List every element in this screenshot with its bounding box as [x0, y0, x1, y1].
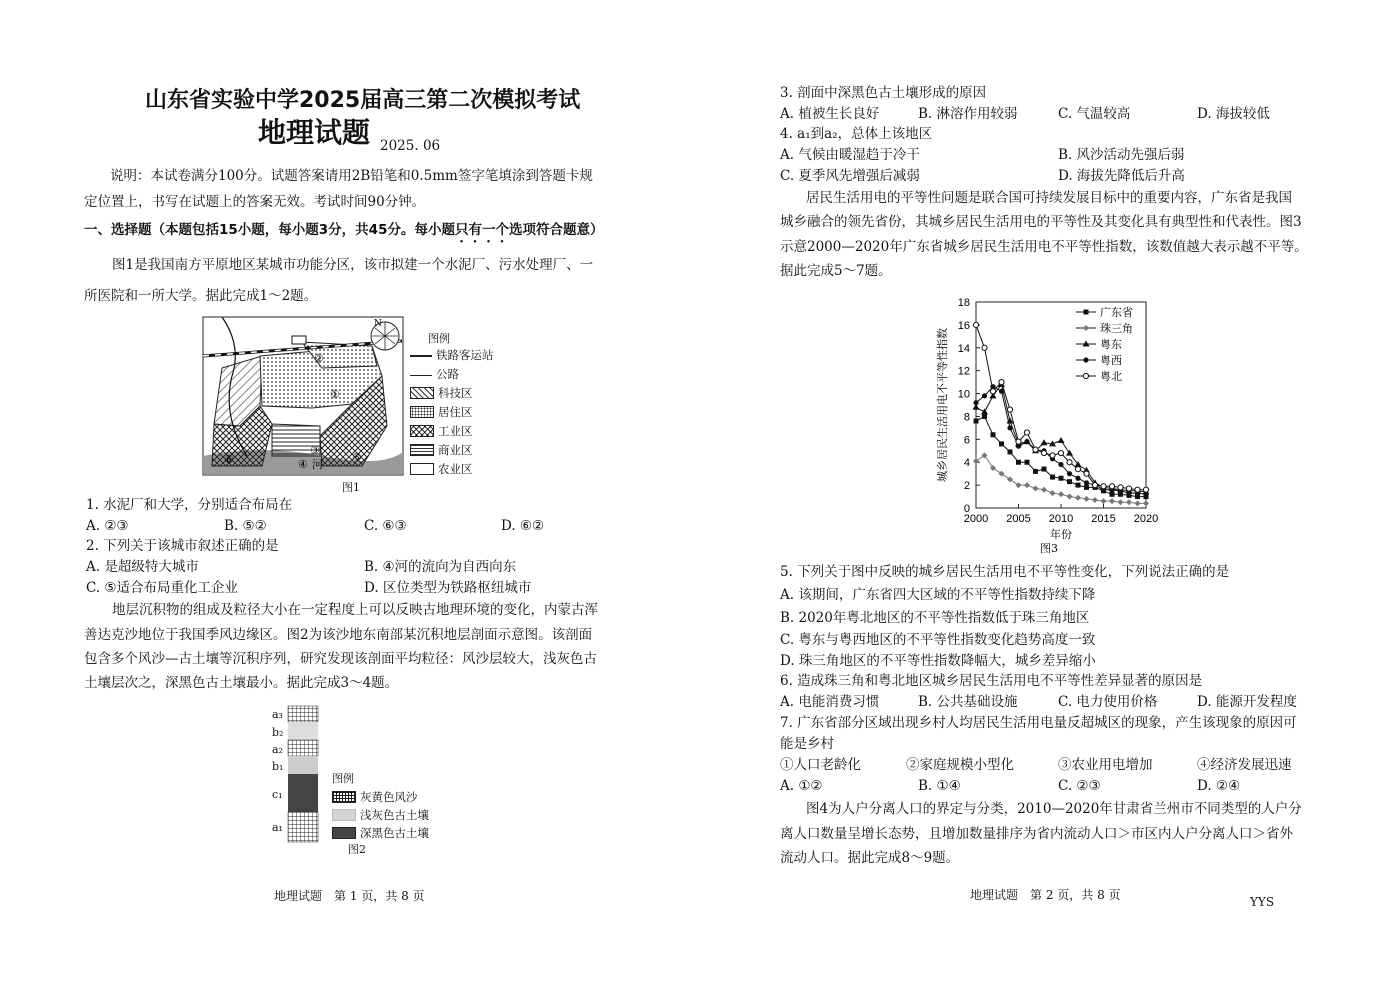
q1-option-b: B. ⑤② — [224, 518, 267, 534]
y-axis-label: 城乡居民生活用电不平等性指数 — [936, 328, 949, 482]
point-square — [1067, 479, 1072, 484]
point-open-circle — [1101, 484, 1106, 489]
railway-station — [292, 336, 306, 344]
section-title-emphasis: 只有一个 — [454, 222, 509, 238]
fig2-legend-light-soil — [332, 807, 429, 823]
intro4-line-1: 图4为人户分离人口的界定与分类，2010—2020年甘肃省兰州市不同类型的人户分 — [806, 801, 1302, 817]
y-tick-label: 18 — [957, 297, 970, 309]
figure-2 — [268, 704, 468, 856]
point-circle — [982, 393, 987, 398]
q5-option-d: D. 珠三角地区的不平等性指数降幅大，城乡差异缩小 — [780, 653, 1096, 669]
q6-stem: 6. 造成珠三角和粤北地区城乡居民生活用电不平等性差异显著的原因是 — [780, 673, 1203, 689]
map-river-label: 河 — [312, 458, 323, 471]
corner-mark: YYS — [1250, 895, 1275, 909]
legend-light-soil-label: 浅灰色古土壤 — [360, 808, 429, 822]
chart-caption: 图3 — [1040, 542, 1058, 555]
fig1-legend-tech — [410, 385, 473, 401]
subject-title: 地理试题 — [258, 116, 371, 149]
point-square — [974, 419, 979, 424]
point-diamond — [982, 452, 988, 458]
point-open-circle — [1083, 373, 1088, 378]
q2-option-d: D. 区位类型为铁路枢纽城市 — [364, 580, 532, 596]
layer-label-a3: a₃ — [272, 708, 283, 721]
intro3-line-3: 示意2000—2020年广东省城乡居民生活用电不平等性指数，该数值越大表示越不平等。 — [780, 239, 1308, 255]
q7-option-a: A. ①② — [780, 778, 823, 794]
intro2-line-2: 善达克沙地位于我国季风边缘区。图2为该沙地东南部某沉积地层剖面示意图。该剖面 — [84, 627, 593, 643]
q6-option-c: C. 电力使用价格 — [1058, 694, 1158, 710]
point-diamond — [1033, 486, 1039, 492]
fig1-legend-agriculture — [410, 461, 473, 477]
point-square — [1016, 460, 1021, 465]
x-tick-label: 2005 — [1006, 513, 1031, 525]
q3-option-b: B. 淋溶作用较弱 — [918, 106, 1018, 122]
intro1-line-1: 图1是我国南方平原地区某城市功能分区，该市拟建一个水泥厂、污水处理厂、一 — [112, 257, 594, 273]
q1-option-c: C. ⑥③ — [364, 518, 407, 534]
q3-option-d: D. 海拔较低 — [1197, 106, 1270, 122]
q7-option-d: D. ②④ — [1197, 778, 1241, 794]
layer-b2 — [288, 722, 318, 740]
layer-a3 — [288, 706, 318, 722]
legend-label: 粤东 — [1100, 338, 1122, 351]
map-label-6: ⑥ — [224, 453, 234, 466]
point-square — [1059, 476, 1064, 481]
q3-option-c: C. 气温较高 — [1058, 106, 1131, 122]
point-triangle — [981, 408, 988, 414]
x-tick-label: 2010 — [1048, 513, 1074, 525]
point-diamond — [1083, 325, 1089, 331]
q7-stem-line-2: 能是乡村 — [780, 736, 834, 752]
intro2-line-3: 包含多个风沙—古土壤等沉积序列，研究发现该剖面平均粒径：风沙层较大，浅灰色古 — [84, 651, 597, 667]
x-tick-label: 2000 — [963, 513, 989, 525]
fig2-caption: 图2 — [348, 843, 366, 856]
point-square — [1008, 449, 1013, 454]
q4-stem: 4. a₁到a₂，总体上该地区 — [780, 126, 933, 142]
section-title — [84, 221, 603, 246]
point-open-circle — [982, 345, 987, 350]
legend-label: 粤西 — [1100, 354, 1122, 367]
y-tick-label: 8 — [963, 411, 970, 424]
layer-label-b1: b₁ — [272, 760, 284, 773]
point-open-circle — [1143, 487, 1148, 492]
legend-label: 广东省 — [1100, 306, 1133, 319]
fig1-legend-industry — [410, 423, 473, 439]
q7-item-3: ③农业用电增加 — [1058, 757, 1153, 773]
y-tick-label: 6 — [963, 434, 970, 447]
point-open-circle — [1118, 485, 1123, 490]
point-circle — [1058, 462, 1063, 467]
point-open-circle — [1092, 483, 1097, 488]
point-open-circle — [1033, 447, 1038, 452]
point-diamond — [1109, 498, 1115, 504]
y-tick-label: 16 — [957, 319, 970, 332]
footer-left: 地理试题 第 1 页，共 8 页 — [274, 889, 425, 903]
point-circle — [1067, 471, 1072, 476]
point-diamond — [999, 471, 1005, 477]
point-triangle — [1066, 450, 1073, 456]
q7-option-b: B. ①④ — [918, 778, 961, 794]
q2-option-c: C. ⑤适合布局重化工企业 — [86, 580, 239, 596]
point-diamond — [990, 465, 996, 471]
map-label-5: ⑤ — [352, 451, 362, 464]
q4-option-a: A. 气候由暖湿趋于冷干 — [780, 147, 920, 163]
point-diamond — [1058, 491, 1064, 497]
point-open-circle — [1084, 471, 1089, 476]
layer-a2 — [288, 740, 318, 756]
fig2-legend-sand — [332, 789, 418, 805]
point-square — [1033, 469, 1038, 474]
intro2-line-4: 土壤层次之，深黑色古土壤最小。据此完成3～4题。 — [84, 675, 399, 691]
q5-stem: 5. 下列关于图中反映的城乡居民生活用电不平等性变化，下列说法正确的是 — [780, 564, 1230, 580]
legend-agriculture-label: 农业区 — [438, 462, 473, 476]
legend-industry-label: 工业区 — [438, 424, 473, 438]
point-square — [1084, 485, 1089, 490]
x-tick-label: 2020 — [1133, 513, 1159, 525]
intro4-line-2: 离人口数量呈增长态势，且增加数量排序为省内流动人口＞市区内人户分离人口＞省外 — [780, 826, 1293, 842]
point-circle — [1075, 476, 1080, 481]
point-diamond — [1135, 500, 1141, 506]
intro2-line-1: 地层沉积物的组成及粒径大小在一定程度上可以反映古地理环境的变化，内蒙古浑 — [112, 602, 598, 618]
north-label: N — [374, 319, 382, 329]
legend-road-label: 公路 — [436, 367, 459, 381]
point-square — [1076, 483, 1081, 488]
intro3-line-2: 城乡融合的领先省份，其城乡居民生活用电的平等性及其变化具有典型性和代表性。图3 — [780, 214, 1302, 230]
section-title-part-b: 选项符合题意） — [508, 222, 604, 238]
point-square — [1084, 310, 1089, 315]
point-diamond — [1007, 476, 1013, 482]
q4-option-d: D. 海拔先降低后升高 — [1058, 168, 1185, 184]
q7-option-c: C. ②③ — [1058, 778, 1101, 794]
figure-1 — [202, 316, 492, 494]
point-circle — [1024, 439, 1029, 444]
q1-option-a: A. ②③ — [86, 518, 129, 534]
point-diamond — [1050, 490, 1056, 496]
intro1-line-2: 所医院和一所大学。据此完成1～2题。 — [84, 288, 318, 304]
layer-b1 — [288, 756, 318, 774]
q6-option-a: A. 电能消费习惯 — [780, 694, 880, 710]
q2-option-b: B. ④河的流向为自西向东 — [364, 559, 517, 575]
point-open-circle — [1075, 466, 1080, 471]
point-diamond — [1016, 482, 1022, 488]
point-circle — [1007, 425, 1012, 430]
q2-stem: 2. 下列关于该城市叙述正确的是 — [86, 538, 279, 554]
fig1-legend-station — [410, 347, 494, 363]
point-diamond — [1084, 496, 1090, 502]
q4-option-b: B. 风沙活动先强后弱 — [1058, 147, 1185, 163]
point-square — [1042, 467, 1047, 472]
q5-option-b: B. 2020年粤北地区的不平等性指数低于珠三角地区 — [780, 610, 1090, 626]
point-diamond — [973, 458, 979, 464]
fig1-legend-commerce — [410, 442, 473, 458]
y-tick-label: 12 — [957, 365, 970, 378]
point-open-circle — [1007, 407, 1012, 412]
q7-item-1: ①人口老龄化 — [780, 757, 861, 773]
layer-label-c1: c₁ — [272, 788, 283, 801]
point-diamond — [1143, 500, 1149, 506]
fig1-caption: 图1 — [342, 481, 360, 494]
point-circle — [1083, 357, 1088, 362]
point-square — [982, 414, 987, 419]
q6-option-b: B. 公共基础设施 — [918, 694, 1018, 710]
q1-option-d: D. ⑥② — [501, 518, 545, 534]
point-open-circle — [973, 322, 978, 327]
point-open-circle — [1024, 430, 1029, 435]
q7-item-4: ④经济发展迅速 — [1197, 757, 1292, 773]
point-triangle — [1041, 439, 1048, 445]
point-diamond — [1024, 482, 1030, 488]
map-label-1: ① — [330, 388, 340, 401]
point-diamond — [1101, 498, 1107, 504]
legend-residential-label: 居住区 — [438, 405, 473, 419]
point-triangle — [1058, 437, 1065, 443]
fig1-legend-title: 图例 — [428, 332, 450, 345]
intro4-line-3: 流动人口。据此完成8～9题。 — [780, 850, 960, 866]
map-label-4: ④ — [298, 458, 308, 471]
fig2-legend-dark-soil — [332, 825, 429, 841]
legend-station-label: 铁路客运站 — [436, 348, 494, 362]
point-open-circle — [1067, 460, 1072, 465]
legend-commerce-label: 商业区 — [438, 443, 473, 457]
layer-label-b2: b₂ — [272, 726, 284, 739]
point-square — [1110, 492, 1115, 497]
point-diamond — [1041, 487, 1047, 493]
y-tick-label: 4 — [963, 457, 970, 470]
point-square — [1050, 475, 1055, 480]
fig2-legend-title: 图例 — [332, 772, 354, 785]
q7-stem-line-1: 7. 广东省部分区域出现乡村人均居民生活用电量反超城区的现象，产生该现象的原因可 — [780, 715, 1297, 731]
figure-3-chart — [928, 290, 1168, 558]
x-tick-label: 2015 — [1091, 513, 1116, 525]
intro3-line-1: 居民生活用电的平等性问题是联合国可持续发展目标中的重要内容，广东省是我国 — [806, 190, 1292, 206]
point-open-circle — [990, 389, 995, 394]
layer-label-a2: a₂ — [272, 743, 283, 756]
q1-stem: 1. 水泥厂和大学，分别适合布局在 — [86, 497, 293, 513]
q5-option-a: A. 该期间，广东省四大区域的不平等性指数持续下降 — [780, 587, 1096, 603]
point-open-circle — [1109, 484, 1114, 489]
layer-a1 — [288, 812, 318, 842]
point-circle — [1084, 480, 1089, 485]
point-open-circle — [1050, 453, 1055, 458]
layer-c1 — [288, 774, 318, 812]
point-open-circle — [1058, 450, 1063, 455]
legend-tech-label: 科技区 — [438, 386, 473, 400]
point-open-circle — [1041, 450, 1046, 455]
point-square — [1025, 460, 1030, 465]
point-open-circle — [999, 380, 1004, 385]
fig1-legend-residential — [410, 404, 473, 420]
q5-option-c: C. 粤东与粤西地区的不平等性指数变化趋势高度一致 — [780, 632, 1096, 648]
q3-option-a: A. 植被生长良好 — [780, 106, 880, 122]
q2-option-a: A. 是超级特大城市 — [86, 559, 199, 575]
y-tick-label: 10 — [957, 388, 970, 401]
exam-title: 山东省实验中学2025届高三第二次模拟考试 — [145, 88, 581, 113]
fig1-legend-road — [410, 366, 459, 382]
point-open-circle — [1016, 439, 1021, 444]
point-open-circle — [1126, 486, 1131, 491]
map-label-2: ② — [314, 352, 324, 365]
q7-item-2: ②家庭规模小型化 — [906, 757, 1014, 773]
legend-sand-label: 灰黄色风沙 — [360, 790, 418, 804]
point-diamond — [1075, 495, 1081, 501]
point-circle — [973, 400, 978, 405]
exam-date: 2025. 06 — [380, 138, 441, 154]
y-tick-label: 2 — [963, 480, 970, 493]
intro3-line-4: 据此完成5～7题。 — [780, 263, 892, 279]
footer-right: 地理试题 第 2 页，共 8 页 — [970, 888, 1121, 902]
y-tick-label: 0 — [963, 503, 970, 515]
x-axis-label: 年份 — [1050, 528, 1072, 541]
y-tick-label: 14 — [957, 342, 970, 355]
legend-dark-soil-label: 深黑色古土壤 — [360, 826, 429, 840]
legend-label: 粤北 — [1100, 370, 1122, 383]
point-square — [999, 441, 1004, 446]
q3-stem: 3. 剖面中深黑色古土壤形成的原因 — [780, 85, 987, 101]
notice-line-1: 说明：本试卷满分100分。试题答案请用2B铅笔和0.5mm签字笔填涂到答题卡规 — [110, 168, 593, 184]
map-label-3: ③ — [310, 444, 320, 457]
right-page — [700, 0, 1399, 983]
legend-label: 珠三角 — [1100, 322, 1133, 335]
point-diamond — [1067, 494, 1073, 500]
q6-option-d: D. 能源开发程度 — [1197, 694, 1297, 710]
q4-option-c: C. 夏季风先增强后减弱 — [780, 168, 920, 184]
point-diamond — [1126, 499, 1132, 505]
point-square — [991, 432, 996, 437]
point-diamond — [1092, 497, 1098, 503]
point-diamond — [1118, 499, 1124, 505]
notice-line-2: 定位置上，书写在试题上的答案无效。考试时间90分钟。 — [84, 194, 426, 210]
section-title-part-a: 一、选择题（本题包括15小题，每小题3分，共45分。每小题 — [84, 222, 455, 238]
layer-label-a1: a₁ — [272, 821, 283, 834]
point-open-circle — [1135, 487, 1140, 492]
